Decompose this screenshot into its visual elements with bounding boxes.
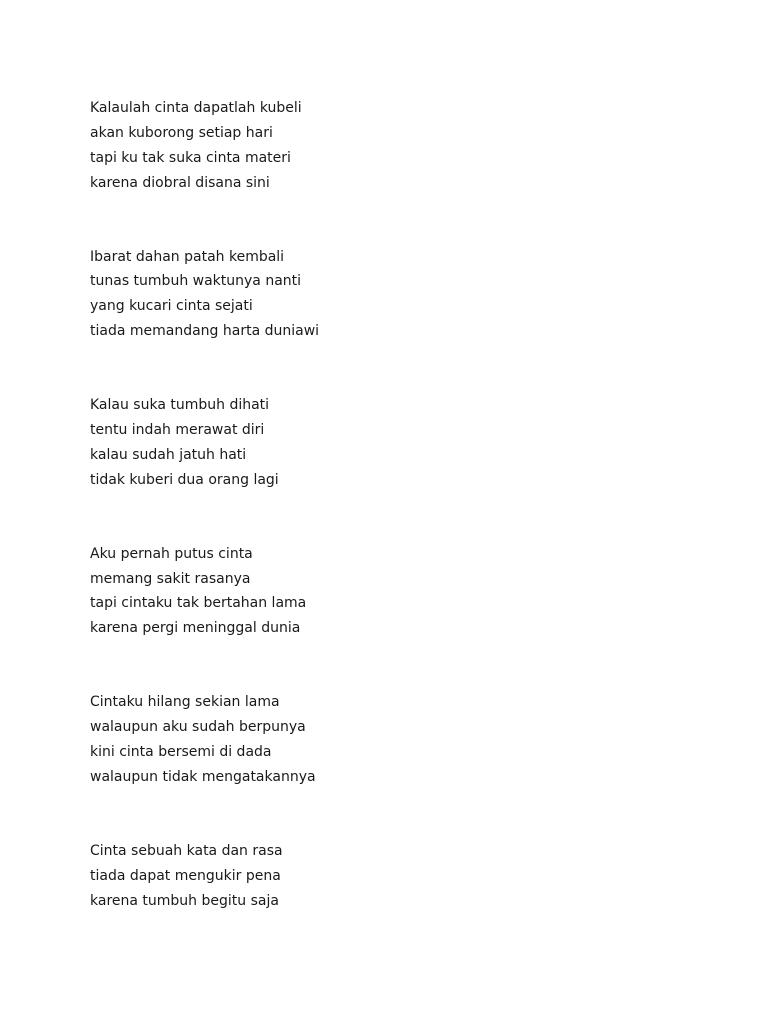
poem-line: kini cinta bersemi di dada — [90, 744, 272, 761]
poem-line: Kalau suka tumbuh dihati — [90, 397, 270, 414]
stanza-6 — [90, 839, 319, 914]
poem-line: tiada memandang harta duniawi — [90, 323, 320, 340]
poem-line: Cinta sebuah kata dan rasa — [90, 842, 283, 859]
stanza-2 — [90, 245, 319, 345]
poem-line: tapi ku tak suka cinta materi — [90, 149, 291, 166]
stanza-5 — [90, 690, 319, 790]
poem-body — [90, 96, 319, 962]
poem-line: walaupun aku sudah berpunya — [90, 719, 306, 736]
poem-line: memang sakit rasanya — [90, 570, 251, 587]
stanza-3 — [90, 393, 319, 493]
stanza-1 — [90, 96, 319, 196]
poem-line: tentu indah merawat diri — [90, 422, 265, 439]
poem-line: tidak kuberi dua orang lagi — [90, 471, 279, 488]
poem-line: tapi cintaku tak bertahan lama — [90, 595, 307, 612]
poem-line: Ibarat dahan patah kembali — [90, 248, 285, 265]
poem-line: Cintaku hilang sekian lama — [90, 694, 280, 711]
poem-line: Aku pernah putus cinta — [90, 545, 253, 562]
poem-line: kalau sudah jatuh hati — [90, 446, 247, 463]
poem-line: yang kucari cinta sejati — [90, 298, 253, 315]
poem-line: akan kuborong setiap hari — [90, 124, 273, 141]
poem-line: karena pergi meninggal dunia — [90, 620, 301, 637]
stanza-4 — [90, 542, 319, 642]
poem-line: karena tumbuh begitu saja — [90, 892, 279, 909]
poem-line: tiada dapat mengukir pena — [90, 867, 281, 884]
poem-line: karena diobral disana sini — [90, 174, 270, 191]
poem-line: walaupun tidak mengatakannya — [90, 768, 316, 785]
poem-line: tunas tumbuh waktunya nanti — [90, 273, 302, 290]
poem-line: Kalaulah cinta dapatlah kubeli — [90, 100, 302, 116]
